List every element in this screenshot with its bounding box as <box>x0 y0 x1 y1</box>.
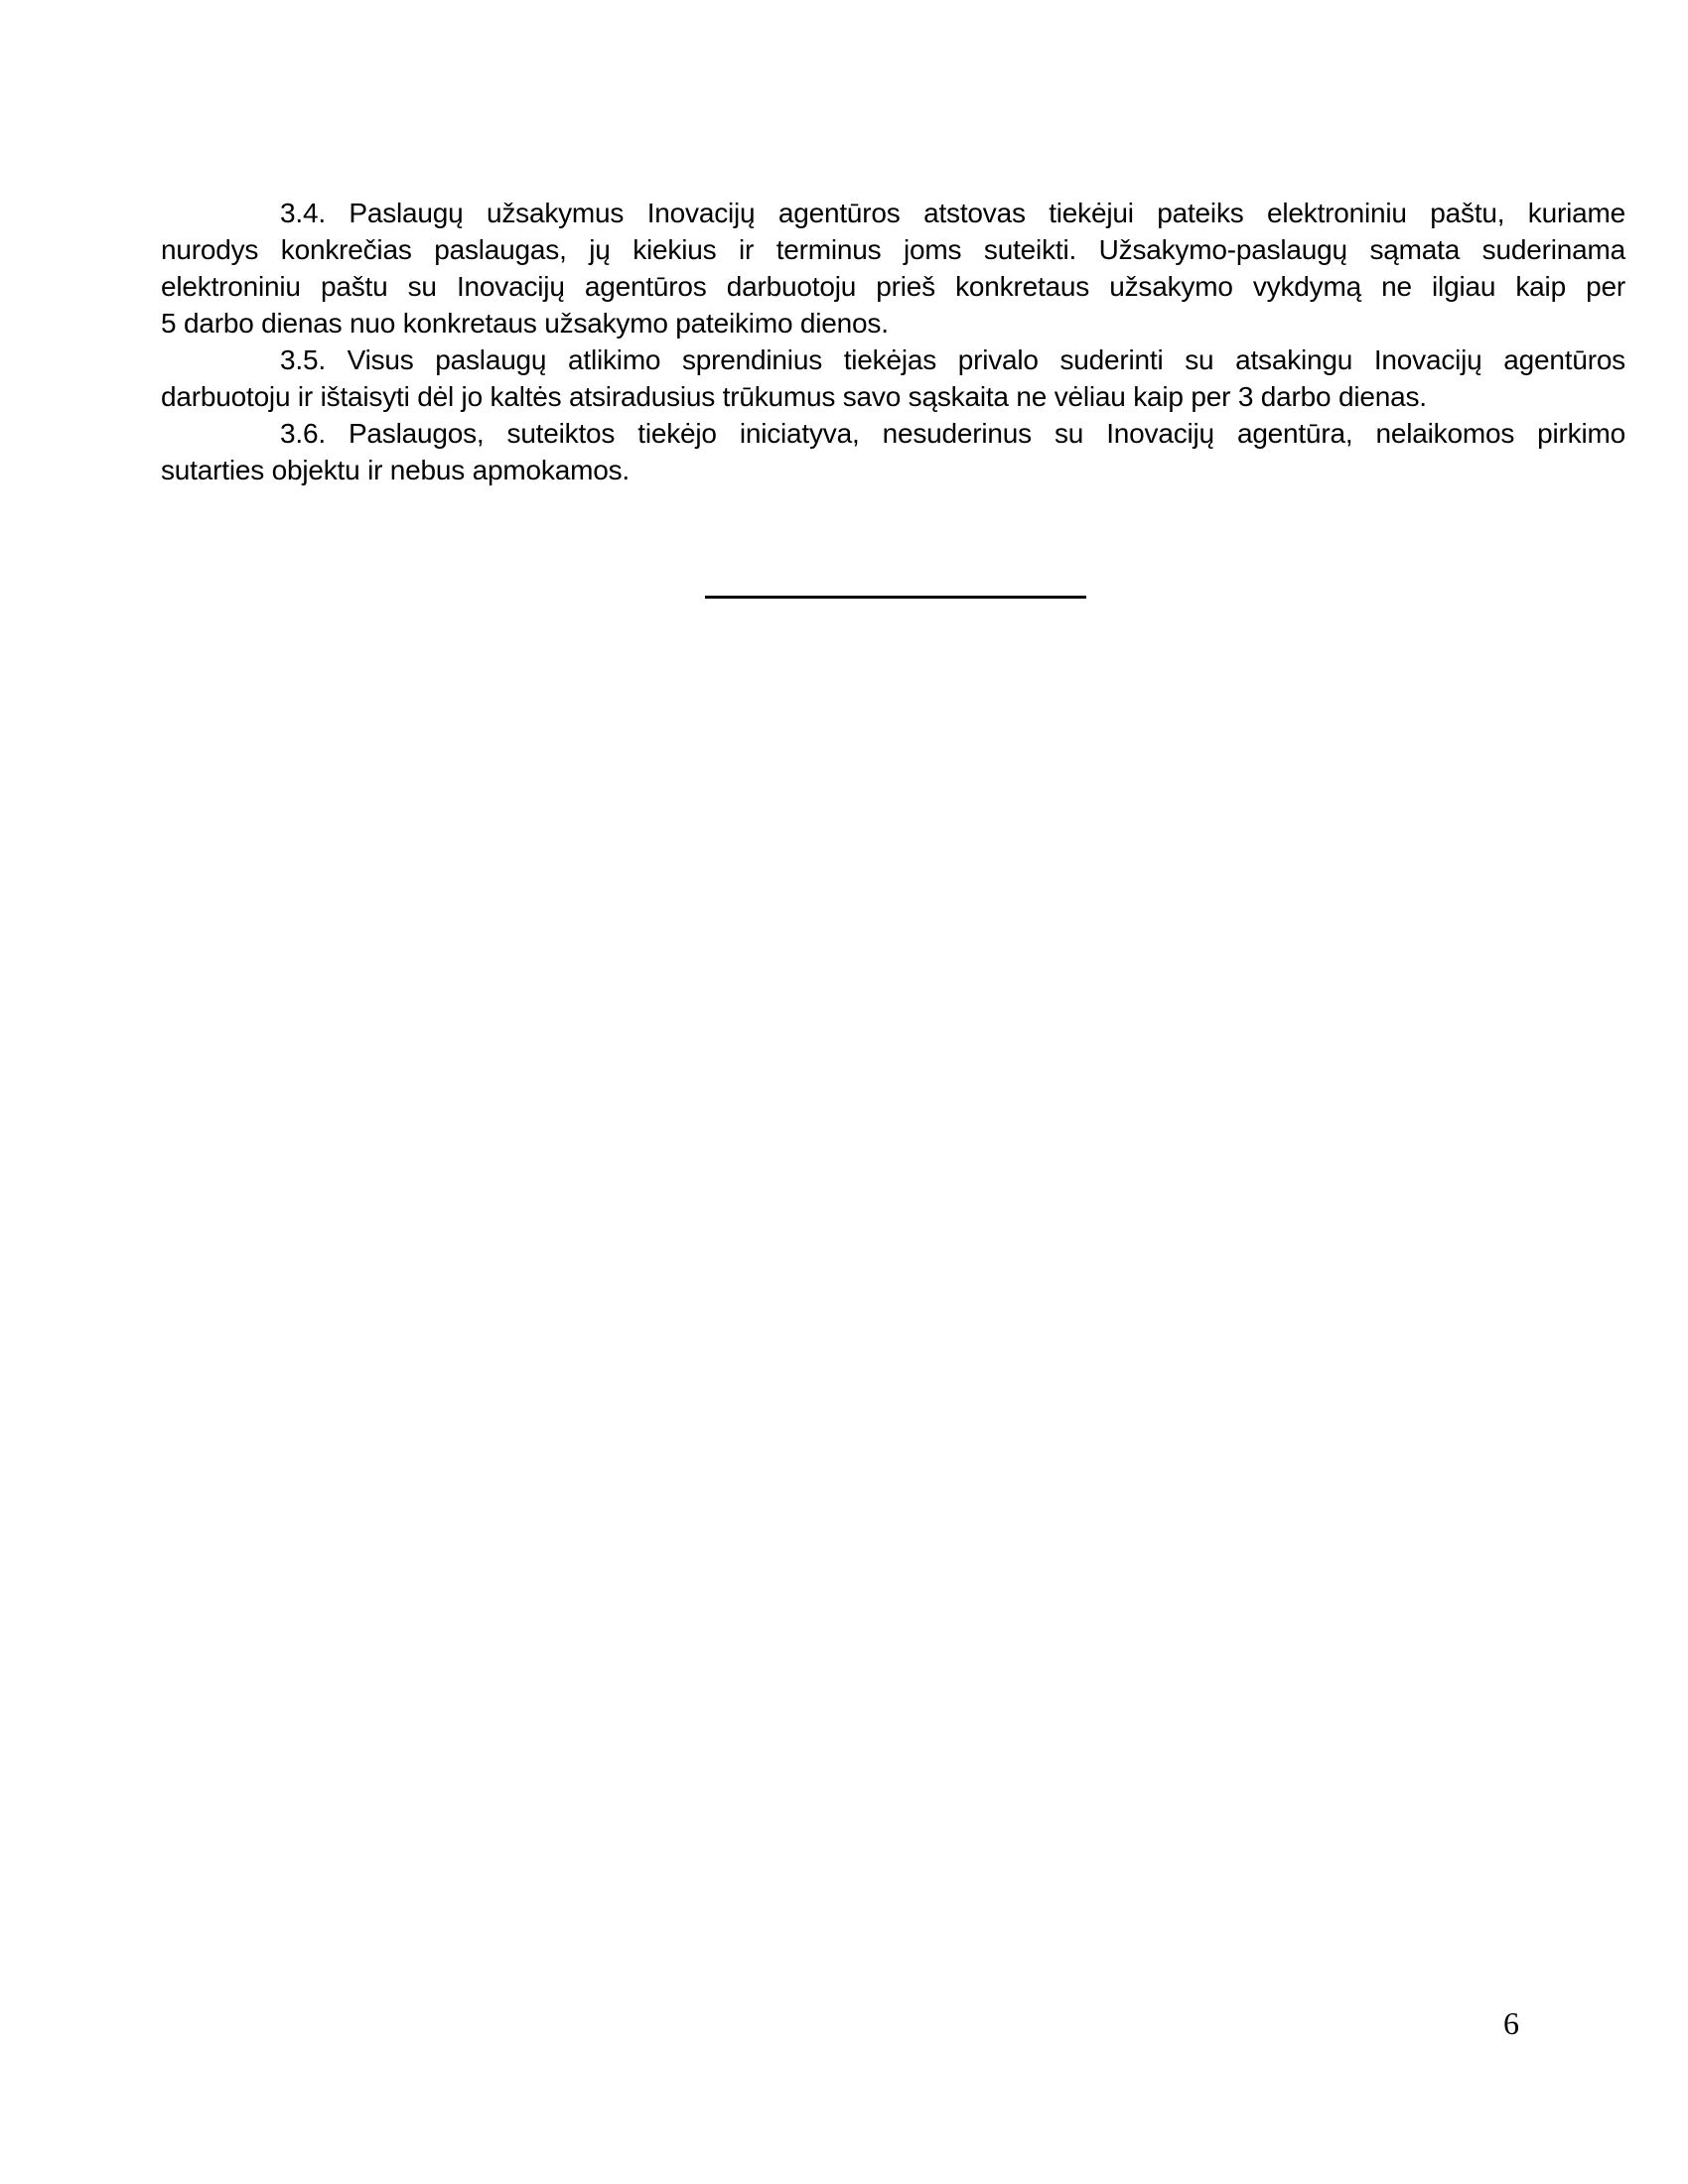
page-number: 6 <box>1503 2005 1519 2041</box>
text-line: sutarties objektu ir nebus apmokamos. <box>161 455 630 485</box>
text-line: nurodys konkrečias paslaugas, jų kiekius ir terminus joms suteikti. Užsakymo-paslaugų sąmata suderinama <box>161 234 1625 265</box>
text-line: 5 darbo dienas nuo konkretaus užsakymo pateikimo dienos. <box>161 308 889 339</box>
paragraph-3-6 <box>161 415 1625 488</box>
text-line: 3.4. Paslaugų užsakymus Inovacijų agentūros atstovas tiekėjui pateiks elektroniniu paštu, kuriame <box>280 198 1625 228</box>
text-line: 3.5. Visus paslaugų atlikimo sprendinius tiekėjas privalo suderinti su atsakingu Inovacijų agentūros <box>280 344 1625 375</box>
text-line: elektroniniu paštu su Inovacijų agentūros darbuotoju prieš konkretaus užsakymo vykdymą ne ilgiau kaip per <box>161 271 1625 302</box>
body-text <box>161 195 1625 488</box>
text-line: 3.6. Paslaugos, suteiktos tiekėjo iniciatyva, nesuderinus su Inovacijų agentūra, nelaikomos pirkimo <box>280 418 1625 449</box>
text-line: darbuotoju ir ištaisyti dėl jo kaltės atsiradusius trūkumus savo sąskaita ne vėliau kaip per 3 darbo dienas. <box>161 381 1427 412</box>
paragraph-3-4 <box>161 195 1625 341</box>
horizontal-rule <box>705 596 1086 599</box>
paragraph-3-5 <box>161 341 1625 415</box>
